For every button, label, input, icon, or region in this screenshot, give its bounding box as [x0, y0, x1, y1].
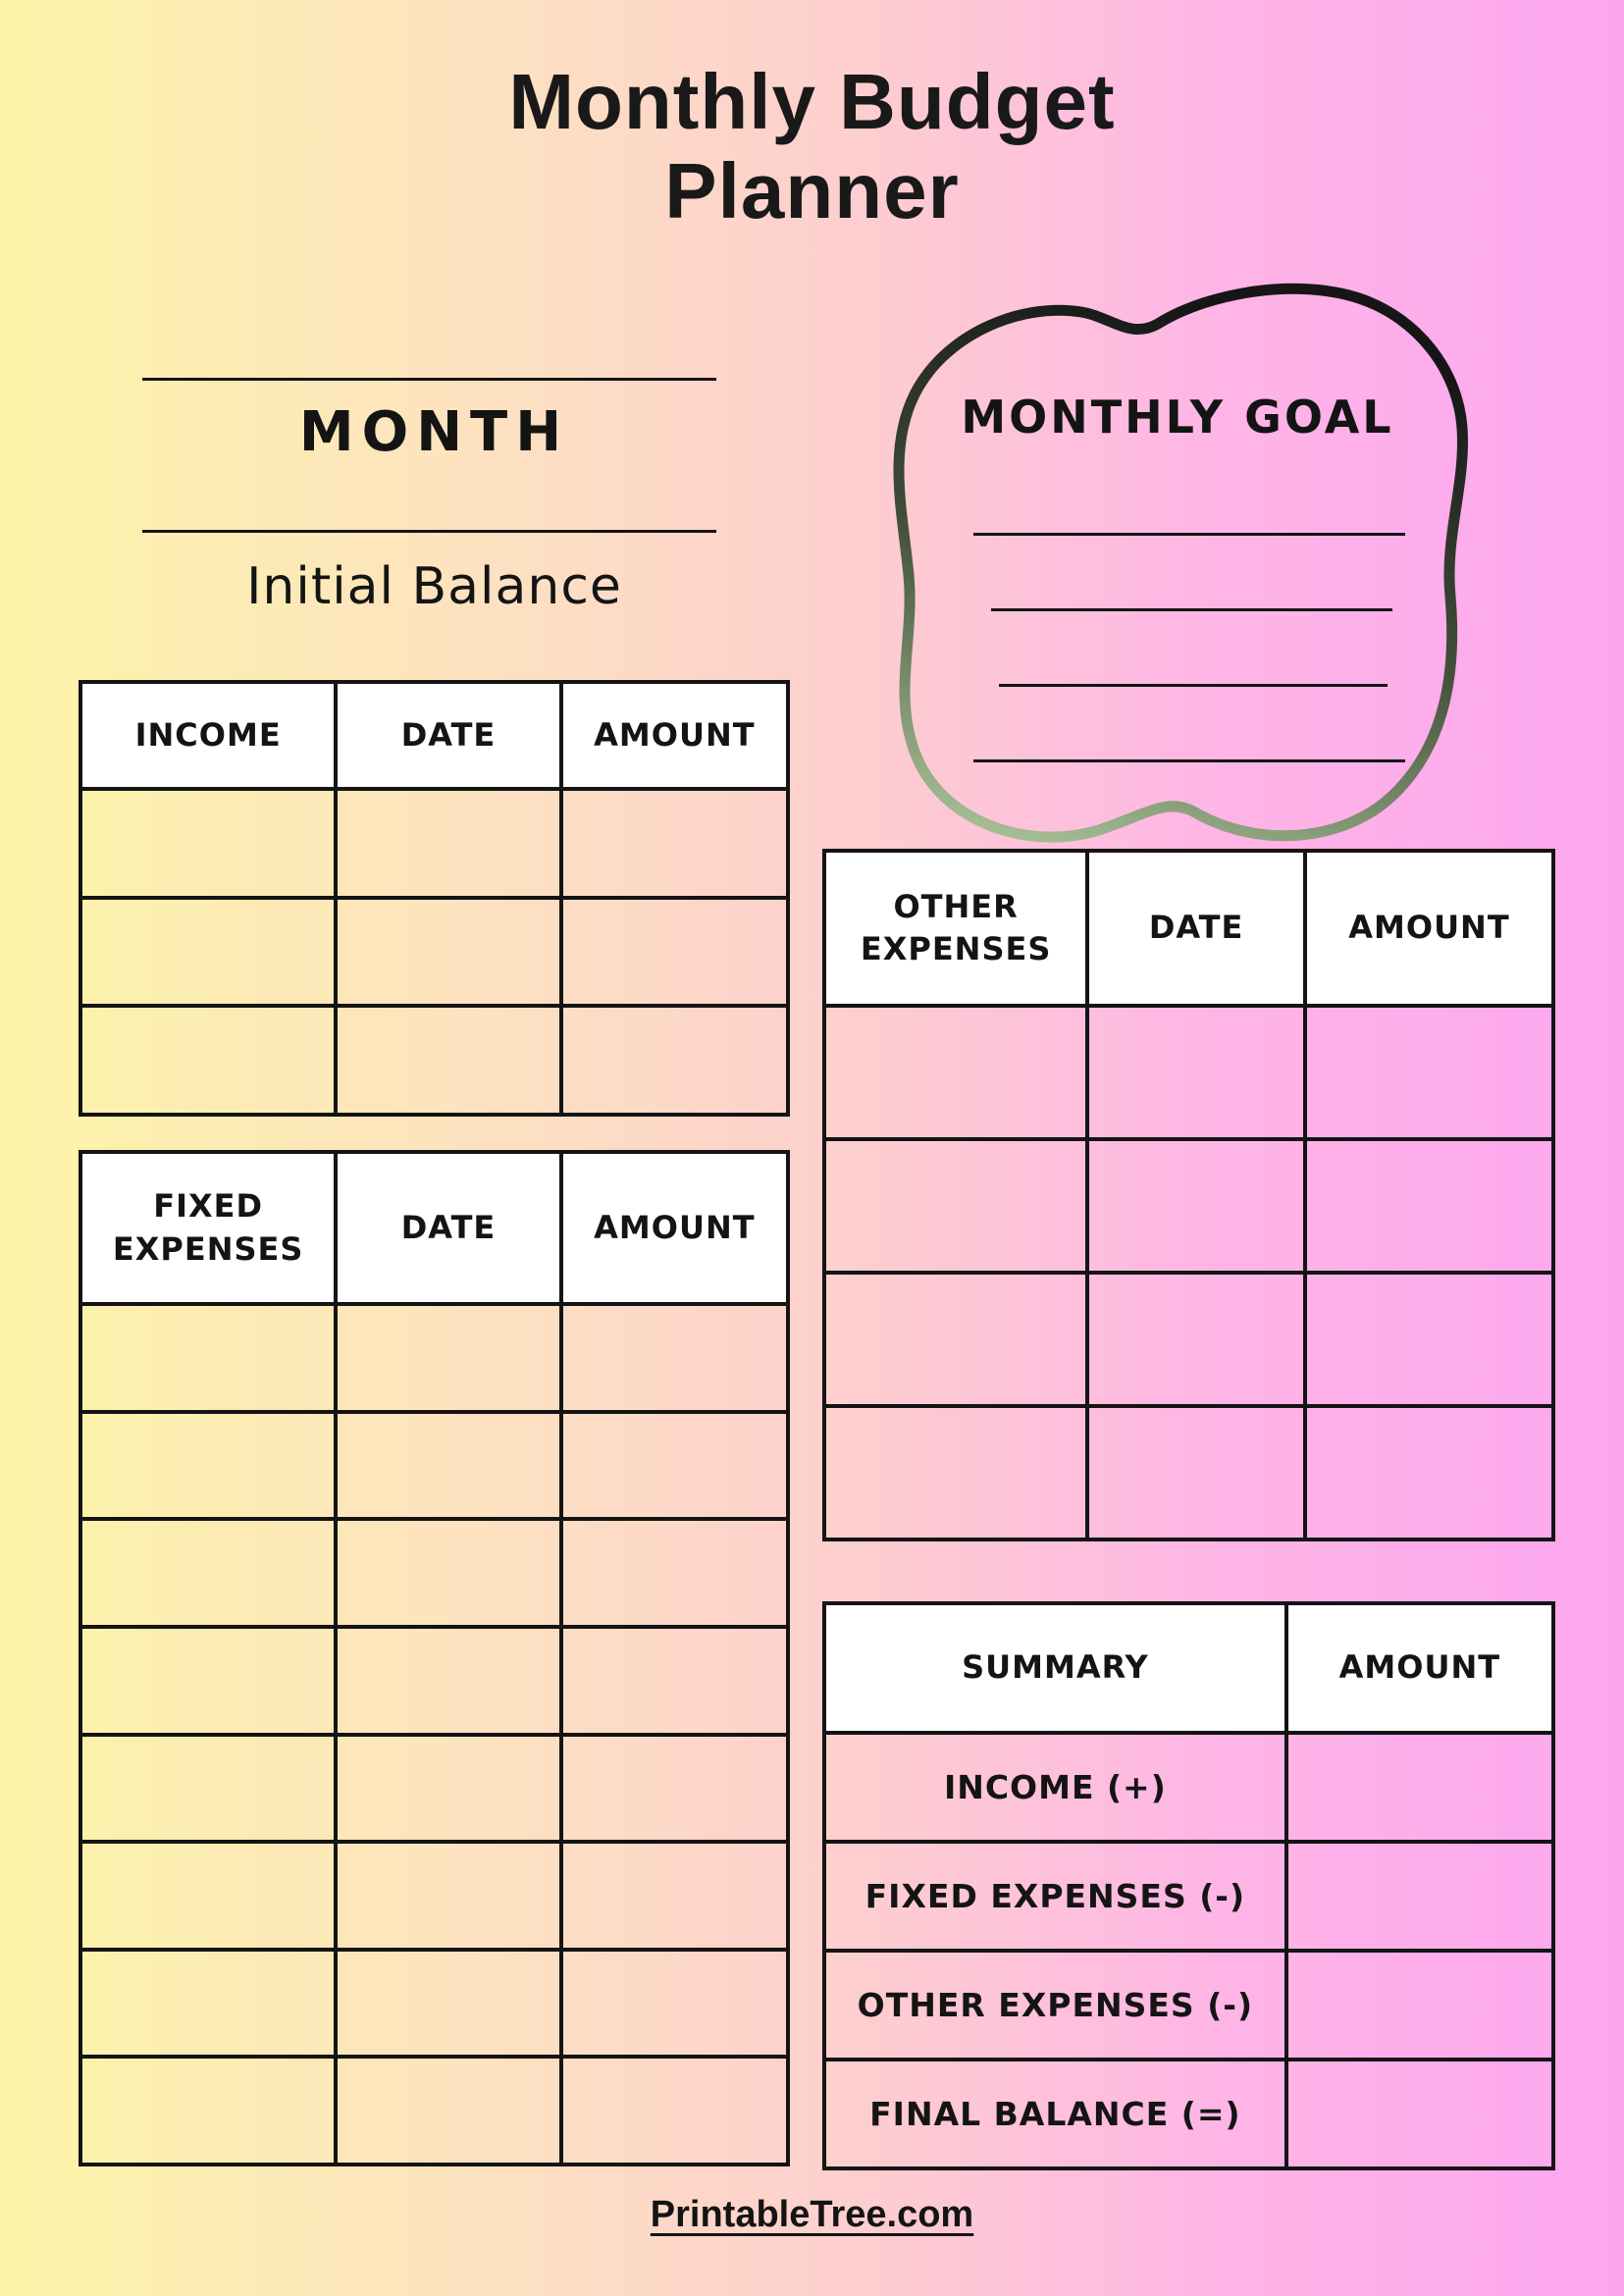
month-label: MONTH: [298, 400, 570, 464]
goal-write-line: [973, 759, 1405, 762]
write-in-cell: [563, 1948, 786, 2056]
write-in-cell: [563, 1625, 786, 1733]
goal-write-line: [973, 533, 1405, 536]
summary-table: [822, 1601, 1555, 2170]
write-in-cell: [1089, 1404, 1307, 1538]
summary-row-label: OTHER EXPENSES (-): [826, 1949, 1288, 2058]
write-in-cell: [82, 1840, 338, 1948]
write-in-cell: [563, 787, 786, 896]
write-in-cell: [826, 1271, 1089, 1404]
column-header: INCOME: [82, 684, 338, 787]
write-in-cell: [338, 1517, 562, 1625]
summary-amount-cell: [1288, 2058, 1551, 2166]
write-in-cell: [1089, 1137, 1307, 1271]
income-table: [79, 680, 790, 1117]
summary-amount-cell: [1288, 1731, 1551, 1840]
write-in-cell: [338, 1302, 562, 1410]
column-header: FIXED EXPENSES: [82, 1154, 338, 1302]
column-header: DATE: [1089, 853, 1307, 1004]
summary-row-label: FINAL BALANCE (=): [826, 2058, 1288, 2166]
goal-write-line: [999, 684, 1388, 687]
column-header: AMOUNT: [563, 684, 786, 787]
monthly-goal-title: MONTHLY GOAL: [961, 391, 1394, 444]
footer-site-link[interactable]: PrintableTree.com: [650, 2194, 974, 2235]
write-in-cell: [82, 896, 338, 1005]
write-in-cell: [563, 1410, 786, 1518]
summary-row-label: INCOME (+): [826, 1731, 1288, 1840]
write-in-cell: [1307, 1404, 1551, 1538]
write-in-cell: [563, 1004, 786, 1113]
fixed-expenses-table: [79, 1150, 790, 2166]
write-in-cell: [1307, 1004, 1551, 1137]
write-in-cell: [82, 1410, 338, 1518]
write-in-cell: [826, 1004, 1089, 1137]
write-in-cell: [338, 1410, 562, 1518]
column-header: SUMMARY: [826, 1605, 1288, 1731]
write-in-cell: [563, 896, 786, 1005]
write-in-cell: [563, 2055, 786, 2163]
other-expenses-table: [822, 849, 1555, 1541]
page-footer: [0, 2194, 1624, 2236]
write-in-cell: [82, 1625, 338, 1733]
write-in-cell: [563, 1302, 786, 1410]
write-in-cell: [338, 896, 562, 1005]
write-in-cell: [563, 1840, 786, 1948]
column-header: DATE: [338, 1154, 562, 1302]
initial-balance-label: Initial Balance: [246, 557, 622, 616]
summary-amount-cell: [1288, 1840, 1551, 1949]
write-in-cell: [82, 1302, 338, 1410]
write-in-cell: [826, 1404, 1089, 1538]
write-in-cell: [82, 1733, 338, 1841]
write-in-cell: [826, 1137, 1089, 1271]
write-in-cell: [82, 1004, 338, 1113]
goal-write-line: [991, 608, 1392, 611]
write-in-cell: [338, 1625, 562, 1733]
write-in-cell: [338, 1840, 562, 1948]
summary-amount-cell: [1288, 1949, 1551, 2058]
write-in-cell: [82, 787, 338, 896]
write-in-cell: [1307, 1137, 1551, 1271]
write-in-cell: [82, 1948, 338, 2056]
column-header: OTHER EXPENSES: [826, 853, 1089, 1004]
column-header: AMOUNT: [1288, 1605, 1551, 1731]
page-title-line1: Monthly Budget: [508, 58, 1116, 145]
month-divider-bottom: [142, 530, 716, 533]
monthly-goal-write-lines: [973, 533, 1405, 835]
write-in-cell: [1089, 1271, 1307, 1404]
column-header: AMOUNT: [1307, 853, 1551, 1004]
write-in-cell: [82, 1517, 338, 1625]
write-in-cell: [82, 2055, 338, 2163]
column-header: AMOUNT: [563, 1154, 786, 1302]
write-in-cell: [338, 1004, 562, 1113]
write-in-cell: [338, 787, 562, 896]
write-in-cell: [338, 1948, 562, 2056]
month-divider-top: [142, 378, 716, 381]
write-in-cell: [1307, 1271, 1551, 1404]
page-title-line2: Planner: [664, 147, 960, 235]
write-in-cell: [563, 1733, 786, 1841]
page-title: [0, 57, 1624, 235]
write-in-cell: [1089, 1004, 1307, 1137]
write-in-cell: [338, 1733, 562, 1841]
column-header: DATE: [338, 684, 562, 787]
write-in-cell: [338, 2055, 562, 2163]
summary-row-label: FIXED EXPENSES (-): [826, 1840, 1288, 1949]
write-in-cell: [563, 1517, 786, 1625]
